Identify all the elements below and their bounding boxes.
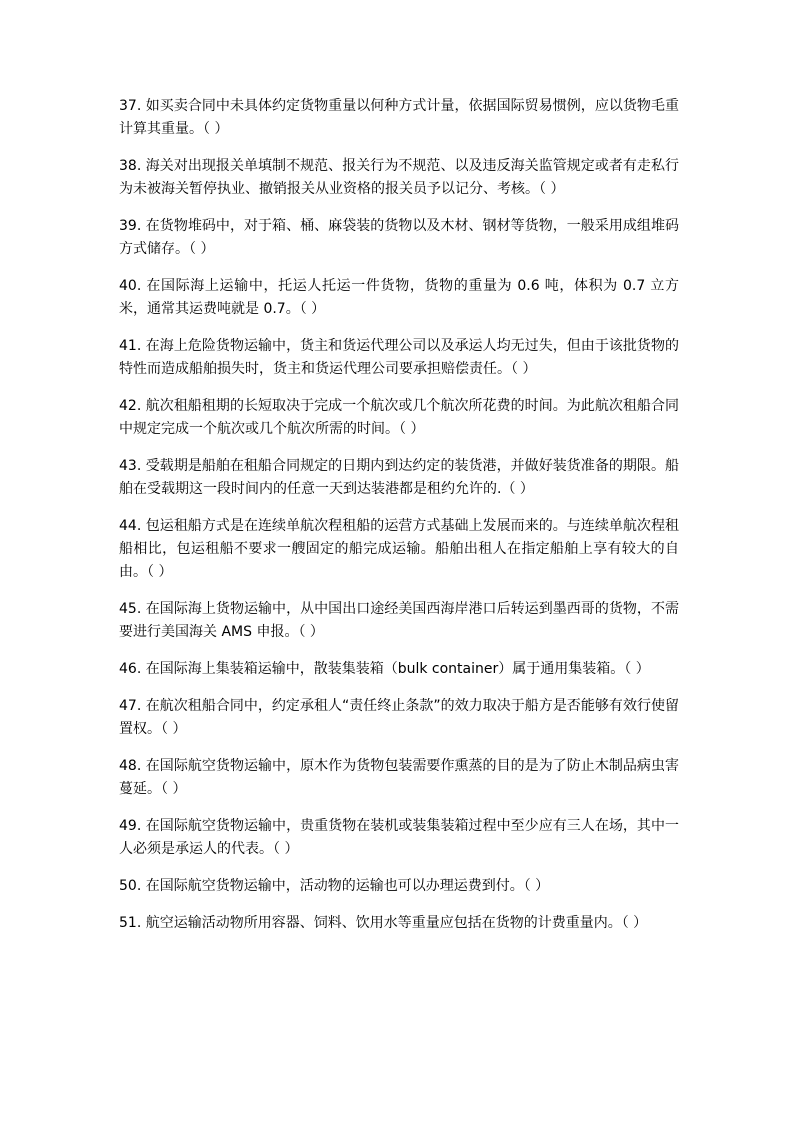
question-46: 46. 在国际海上集装箱运输中，散装集装箱（bulk container）属于通用集装箱。（ ） [119,661,650,677]
question-49: 49. 在国际航空货物运输中，贵重货物在装机或装集装箱过程中至少应有三人在场，其中一人必须是承运人的代表。（ ） [119,818,679,857]
question-38: 38. 海关对出现报关单填制不规范、报关行为不规范、以及违反海关监管规定或者有走私行为未被海关暂停执业、撤销报关从业资格的报关员予以记分、考核。（ ） [119,158,679,197]
question-50: 50. 在国际航空货物运输中，活动物的运输也可以办理运费到付。（ ） [119,878,550,894]
question-41: 41. 在海上危险货物运输中，货主和货运代理公司以及承运人均无过失，但由于该批货物的特性而造成船舶损失时，货主和货运代理公司要承担赔偿责任。（ ） [119,338,679,377]
question-39: 39. 在货物堆码中，对于箱、桶、麻袋装的货物以及木材、钢材等货物，一般采用成组堆码方式储存。（ ） [119,218,679,257]
question-47: 47. 在航次租船合同中，约定承租人“责任终止条款”的效力取决于船方是否能够有效行使留置权。（ ） [119,698,679,737]
question-43: 43. 受载期是船舶在租船合同规定的日期内到达约定的装货港，并做好装货准备的期限。船舶在受载期这一段时间内的任意一天到达装港都是租约允许的.（ ） [119,458,679,497]
question-45: 45. 在国际海上货物运输中，从中国出口途经美国西海岸港口后转运到墨西哥的货物，不需要进行美国海关 AMS 申报。（ ） [119,601,679,640]
question-44: 44. 包运租船方式是在连续单航次程租船的运营方式基础上发展而来的。与连续单航次程租船相比，包运租船不要求一艘固定的船完成运输。船舶出租人在指定船舶上享有较大的自由。（ ） [119,518,679,580]
question-42: 42. 航次租船租期的长短取决于完成一个航次或几个航次所花费的时间。为此航次租船合同中规定完成一个航次或几个航次所需的时间。（ ） [119,398,679,437]
question-37: 37. 如买卖合同中未具体约定货物重量以何种方式计量，依据国际贸易惯例，应以货物毛重计算其重量。（ ） [119,98,679,137]
question-40: 40. 在国际海上运输中，托运人托运一件货物，货物的重量为 0.6 吨，体积为 0.7 立方米，通常其运费吨就是 0.7。（ ） [119,278,679,317]
question-48: 48. 在国际航空货物运输中，原木作为货物包装需要作熏蒸的目的是为了防止木制品病虫害蔓延。（ ） [119,758,679,797]
question-51: 51. 航空运输活动物所用容器、饲料、饮用水等重量应包括在货物的计费重量内。（ ） [119,915,648,931]
question-list [119,95,679,949]
